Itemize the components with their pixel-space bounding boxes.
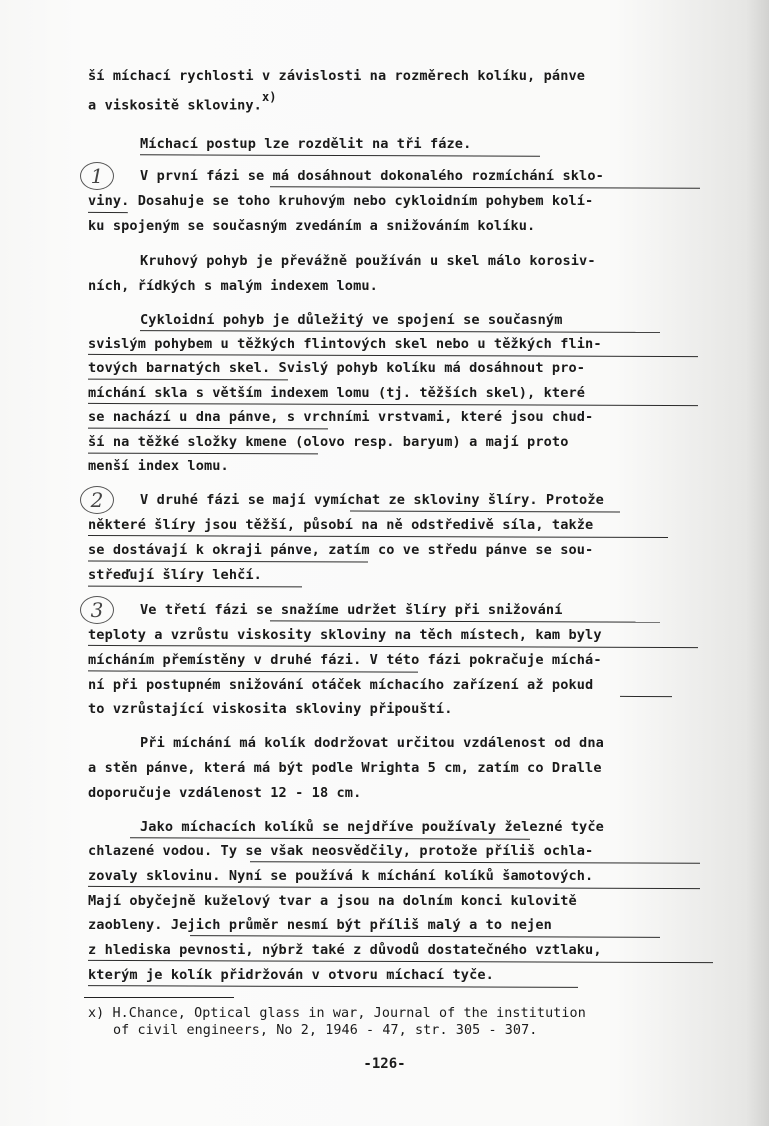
handwritten-marker-1: 1 — [80, 162, 114, 190]
text-line: Ve třetí fázi se snažíme udržet šlíry při snižování — [140, 602, 563, 618]
text-line: Při míchání má kolík dodržovat určitou vzdálenost od dna — [140, 735, 604, 751]
pen-underline — [270, 186, 700, 189]
text-line: některé šlíry jsou těžší, působí na ně odstředivě síla, takže — [88, 517, 594, 533]
pen-underline — [88, 985, 578, 988]
text-line: ní při postupném snižování otáček míchacího zařízení až pokud — [88, 677, 594, 693]
text-line: se nachází u dna pánve, s vrchními vrstvami, které jsou chud- — [88, 409, 594, 425]
text-line: Kruhový pohyb je převážně používán u skel málo korosiv- — [140, 253, 596, 269]
text-line: Mají obyčejně kuželový tvar a jsou na dolním konci kulovitě — [88, 893, 577, 909]
text-line — [88, 91, 277, 115]
pen-underline — [88, 535, 668, 538]
text-line: chlazené vodou. Ty se však neosvědčily, protože příliš ochla- — [88, 843, 594, 859]
pen-underline — [250, 861, 700, 864]
pen-underline — [88, 453, 318, 455]
text-line: střeďují šlíry lehčí. — [88, 567, 262, 583]
footnote-line: of civil engineers, No 2, 1946 - 47, str. 305 - 307. — [113, 1023, 538, 1038]
text-line: zaobleny. Jejich průměr nesmí být příliš malý a to nejen — [88, 917, 552, 933]
text-line: ních, řídkých s malým indexem lomu. — [88, 278, 378, 294]
pen-underline — [88, 960, 713, 963]
pen-underline — [140, 154, 540, 156]
text-line: menší index lomu. — [88, 458, 229, 474]
pen-underline — [88, 354, 698, 357]
text-line: tových barnatých skel. Svislý pohyb kolíku má dosáhnout pro- — [88, 360, 586, 376]
handwritten-marker-3: 3 — [80, 596, 114, 624]
page-number: -126- — [363, 1056, 406, 1072]
footnote-divider — [84, 997, 234, 998]
pen-underline — [88, 886, 700, 889]
text-line: V druhé fázi se mají vymíchat ze skloviny šlíry. Protože — [140, 492, 604, 508]
text-line: zovaly sklovinu. Nyní se používá k míchání kolíků šamotových. — [88, 868, 594, 884]
pen-underline — [130, 837, 530, 839]
pen-underline — [88, 645, 698, 648]
text-line: ku spojeným se současným zvedáním a snižováním kolíku. — [88, 218, 536, 234]
footnote-line: x) H.Chance, Optical glass in war, Journal of the institution — [88, 1006, 586, 1021]
text-line: V první fázi se má dosáhnout dokonalého rozmíchání sklo- — [140, 168, 604, 184]
text-line: z hlediska pevnosti, nýbrž také z důvodů dostatečného vztlaku, — [88, 942, 602, 958]
text-line: se dostávají k okraji pánve, zatím co ve středu pánve se sou- — [88, 542, 594, 558]
text-line: teploty a vzrůstu viskosity skloviny na těch místech, kam byly — [88, 627, 602, 643]
pen-underline — [190, 935, 660, 938]
text-line: a stěn pánve, která má být podle Wrighta 5 cm, zatím co Dralle — [88, 760, 602, 776]
handwritten-marker-2: 2 — [80, 486, 114, 514]
text-line-content: a viskositě skloviny. — [88, 97, 262, 114]
text-line: kterým je kolík přidržován v otvoru míchací tyče. — [88, 967, 494, 983]
pen-underline — [350, 511, 620, 513]
pen-underline — [88, 586, 302, 588]
pen-underline — [88, 379, 288, 381]
pen-underline — [88, 403, 698, 406]
pen-underline — [270, 620, 660, 622]
text-line: Cykloidní pohyb je důležitý ve spojení se současným — [140, 312, 563, 328]
text-line: to vzrůstající viskosita skloviny připouští. — [88, 701, 453, 717]
text-line: doporučuje vzdálenost 12 - 18 cm. — [88, 785, 362, 801]
pen-underline — [620, 696, 672, 697]
pen-underline — [88, 561, 368, 563]
pen-underline — [88, 212, 128, 213]
footnote-reference: x) — [261, 90, 277, 104]
pen-underline — [88, 670, 418, 672]
pen-underline — [88, 428, 328, 430]
text-line: ší na těžké složky kmene (olovo resp. baryum) a mají proto — [88, 434, 569, 450]
text-line: míchání skla s větším indexem lomu (tj. těžších skel), které — [88, 385, 586, 401]
text-line: ší míchací rychlosti v závislosti na rozměrech kolíku, pánve — [88, 68, 586, 84]
text-line: Míchací postup lze rozdělit na tři fáze. — [140, 136, 472, 152]
text-line: mícháním přemístěny v druhé fázi. V této fázi pokračuje míchá- — [88, 652, 602, 668]
text-line: svislým pohybem u těžkých flintových skel nebo u těžkých flin- — [88, 336, 602, 352]
pen-underline — [140, 330, 660, 333]
text-line: Jako míchacích kolíků se nejdříve používaly železné tyče — [140, 819, 604, 835]
text-line: viny. Dosahuje se toho kruhovým nebo cykloidním pohybem kolí- — [88, 193, 594, 209]
